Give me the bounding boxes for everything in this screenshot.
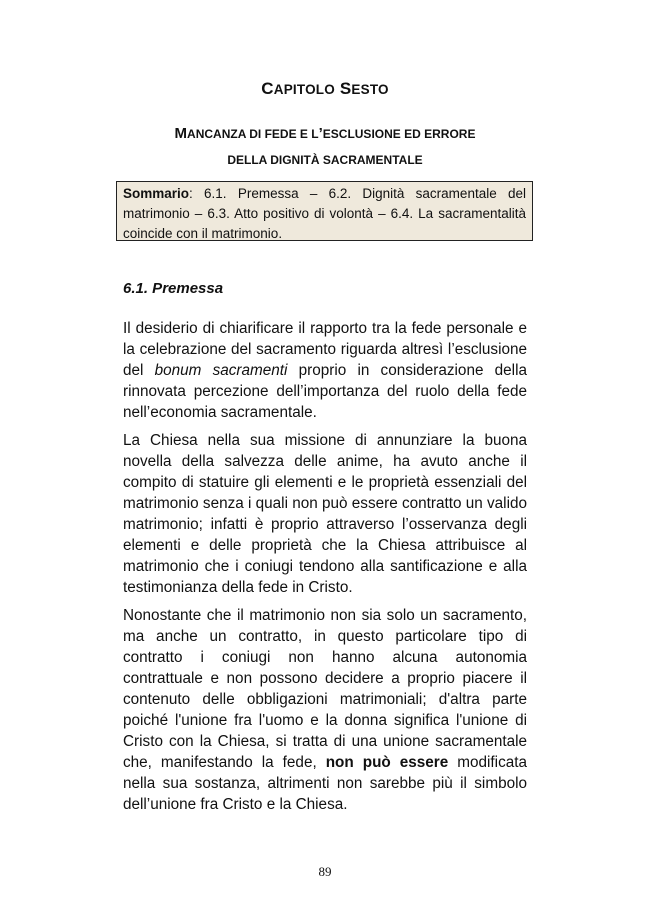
chapter-title [0,79,650,99]
chapter-title-rest-2: ESTO [351,82,389,97]
chapter-subtitle-line-1 [0,121,650,147]
paragraph-strong: non può essere [325,754,449,771]
paragraph-text: Il desiderio di chiarificare il rapporto tra la fede personale e la celebrazione del sacramento riguarda altresì l’esclusione del [123,320,527,379]
page-number: 89 [318,864,332,879]
chapter-title-initial-1: C [261,79,274,98]
paragraph-text: modificata nella sua sostanza, altrimenti non sarebbe più il simbolo dell’unione fra Cristo e la Chiesa. [123,754,527,813]
paragraph-text: Nonostante che il matrimonio non sia solo un sacramento, ma anche un contratto, in questo particolare tipo di contratto i coniugi non hanno alcuna autonomia contrattuale e non possono decidere a proprio piacere il contenuto delle obbligazioni matrimoniali; d'altra parte poiché l'unione fra l'uomo e la donna significa l'unione di Cristo con la Chiesa, si tratta di una unione sacramentale che, manifestando la fede, [123,607,527,771]
body-text [123,318,527,822]
paragraph-text: proprio in considerazione della rinnovata percezione dell’importanza del ruolo della fede nell’economia sacramentale. [123,362,527,421]
paragraph-1 [123,318,527,423]
subtitle-apostrophe: ’ [318,125,323,142]
subtitle-initial: M [174,125,188,142]
summary-label: Sommario [123,186,190,201]
section-heading: 6.1. Premessa [123,280,224,297]
paragraph-3 [123,605,527,815]
subtitle-text: ESCLUSIONE ED ERRORE [322,127,476,141]
summary-text: : 6.1. Premessa – 6.2. Dignità sacramentale del matrimonio – 6.3. Atto positivo di volontà – 6.4. La sacramentalità coincide con il matrimonio. [123,186,526,241]
chapter-title-initial-2: S [339,79,352,98]
subtitle-text: DELLA DIGNITÀ SACRAMENTALE [227,153,423,167]
paragraph-2: La Chiesa nella sua missione di annunziare la buona novella della salvezza delle anime, ha avuto anche il compito di statuire gli elementi e le proprietà essenziali del matrimonio senza i quali non può essere contratto un valido matrimonio; infatti è proprio attraverso l’osservanza degli elementi e delle proprietà che la Chiesa attribuisce al matrimonio che i coniugi tendono alla santificazione e alla testimonianza della fede in Cristo. [123,432,527,596]
chapter-title-rest-1: APITOLO [273,82,335,97]
chapter-subtitle [0,121,650,173]
subtitle-text: ANCANZA DI FEDE E L [187,127,319,141]
chapter-subtitle-line-2 [0,147,650,173]
summary-box [116,181,533,241]
paragraph-emphasis: bonum sacramenti [154,362,288,379]
